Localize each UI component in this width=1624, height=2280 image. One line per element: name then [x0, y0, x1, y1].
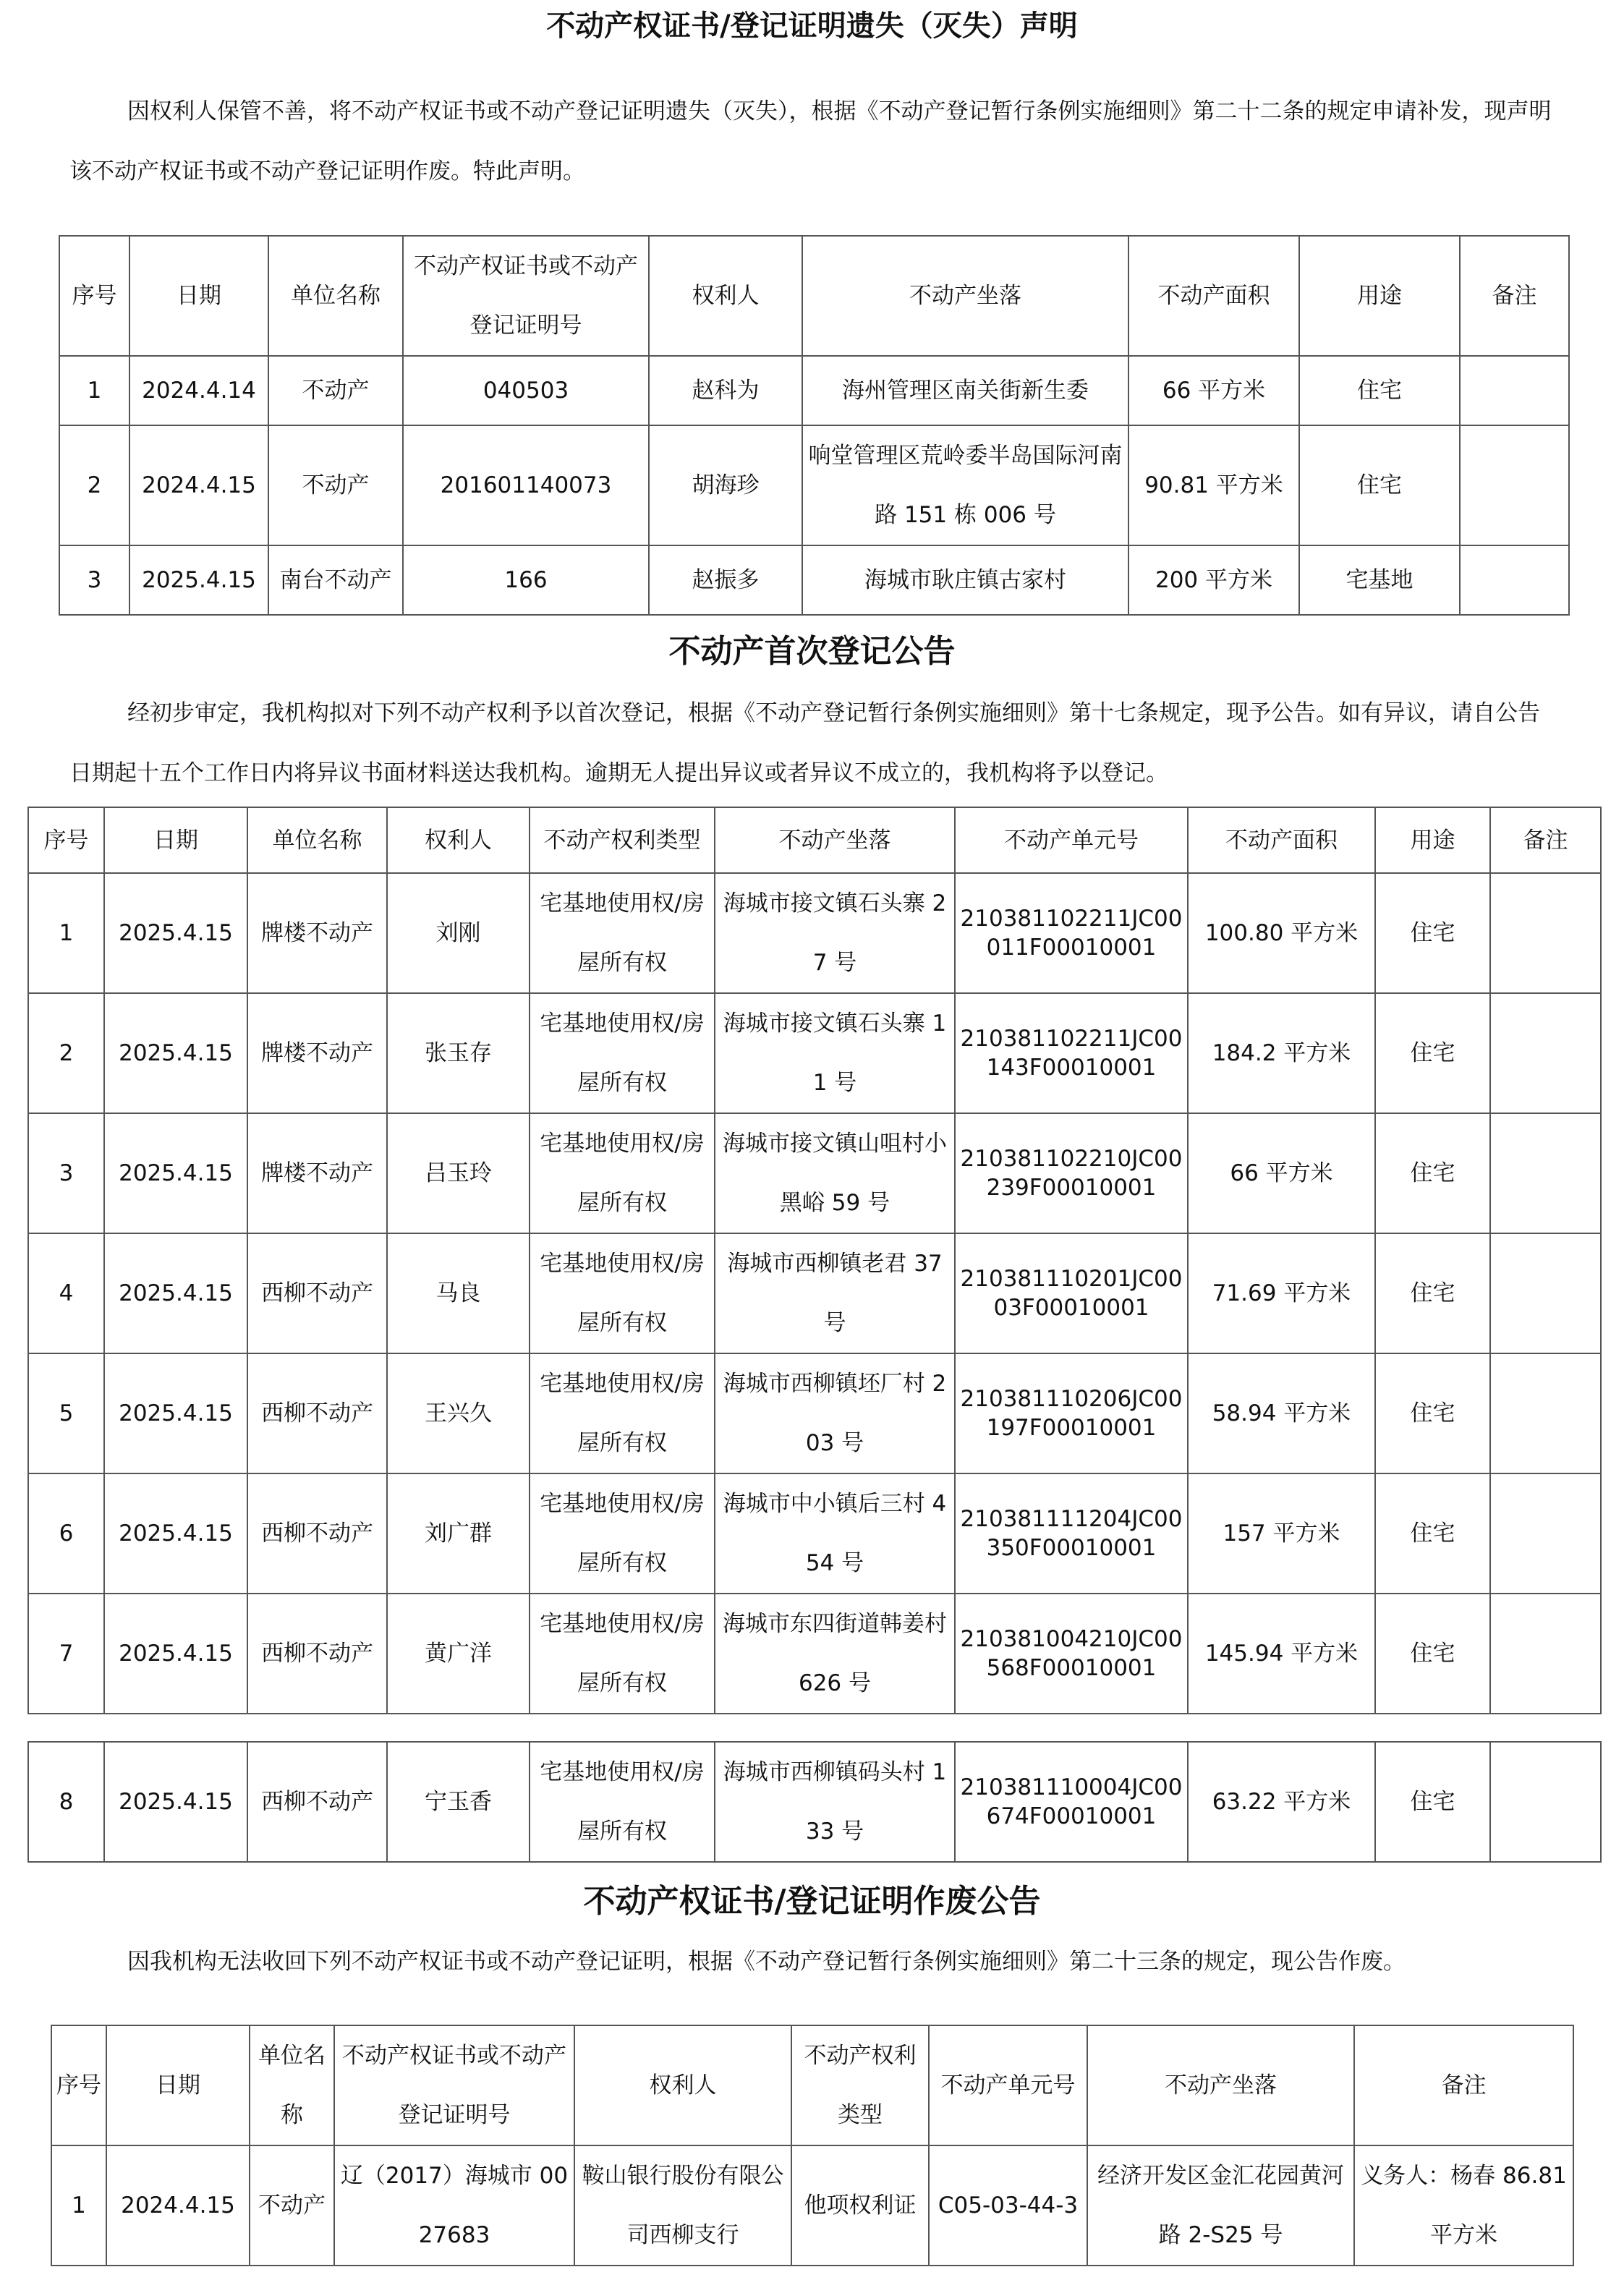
first-registration-paragraph: 经初步审定，我机构拟对下列不动产权利予以首次登记，根据《不动产登记暂行条例实施细则》第十七条规定，现予公告。如有异议，请自公告日期起十五个工作日内将异议书面材料送达我机构。逾期无人提出异议或者异议不成立的，我机构将予以登记。: [69, 700, 1540, 786]
cell-index: 2: [28, 993, 104, 1113]
cell-remark: [1460, 545, 1569, 615]
cell-location: 经济开发区金汇花园黄河路 2-S25 号: [1087, 2145, 1354, 2266]
header-cell: 权利人: [574, 2025, 791, 2145]
cell-index: 2: [59, 425, 129, 545]
cell-unit-number: 210381110004JC00674F00010001: [955, 1742, 1188, 1862]
cell-remark: [1460, 425, 1569, 545]
cell-usage: 住宅: [1299, 425, 1460, 545]
header-cell: 不动产面积: [1128, 236, 1299, 356]
header-cell: 不动产权利类型: [791, 2025, 929, 2145]
cell-location: 响堂管理区荒岭委半岛国际河南路 151 栋 006 号: [802, 425, 1128, 545]
cell-right-type: 宅基地使用权/房屋所有权: [530, 1353, 715, 1473]
cell-index: 3: [59, 545, 129, 615]
cell-location: 海城市耿庄镇古家村: [802, 545, 1128, 615]
cell-usage: 住宅: [1375, 1233, 1490, 1353]
lost-notice-title: 不动产权证书/登记证明遗失（灭失）声明: [546, 9, 1078, 43]
cell-unit-number: 210381102210JC00239F00010001: [955, 1113, 1188, 1233]
table-row: [51, 2145, 1573, 2266]
cell-index: 3: [28, 1113, 104, 1233]
cell-unit: 不动产: [250, 2145, 334, 2266]
cell-index: 5: [28, 1353, 104, 1473]
header-cell: 单位名称: [250, 2025, 334, 2145]
table-header-row: [28, 807, 1601, 873]
cell-usage: 住宅: [1375, 1594, 1490, 1714]
cell-unit-number: 210381102211JC00011F00010001: [955, 873, 1188, 993]
header-cell: 不动产坐落: [1087, 2025, 1354, 2145]
cell-index: 1: [51, 2145, 106, 2266]
cell-owner: 吕玉玲: [387, 1113, 530, 1233]
table-row: [28, 1113, 1601, 1233]
cell-remark: [1490, 873, 1601, 993]
cell-location: 海城市西柳镇码头村 133 号: [715, 1742, 955, 1862]
cell-location: 海州管理区南关街新生委: [802, 356, 1128, 425]
lost-notice-table: [59, 235, 1570, 616]
cell-remark: [1490, 993, 1601, 1113]
cell-unit: 南台不动产: [268, 545, 403, 615]
cell-area: 63.22 平方米: [1188, 1742, 1375, 1862]
cell-unit: 不动产: [268, 425, 403, 545]
cell-date: 2024.4.15: [106, 2145, 250, 2266]
header-cell: 单位名称: [247, 807, 387, 873]
cell-location: 海城市接文镇石头寨 27 号: [715, 873, 955, 993]
header-cell: 序号: [59, 236, 129, 356]
cell-remark: [1490, 1742, 1601, 1862]
header-cell: 用途: [1299, 236, 1460, 356]
cell-remark: [1490, 1473, 1601, 1594]
cell-right-type: 宅基地使用权/房屋所有权: [530, 1233, 715, 1353]
cell-date: 2024.4.14: [129, 356, 268, 425]
cell-area: 66 平方米: [1128, 356, 1299, 425]
table-row: [28, 1353, 1601, 1473]
cell-area: 200 平方米: [1128, 545, 1299, 615]
cell-date: 2025.4.15: [104, 993, 247, 1113]
cell-index: 1: [28, 873, 104, 993]
table-row: [28, 1233, 1601, 1353]
cell-date: 2025.4.15: [104, 1113, 247, 1233]
cell-unit: 牌楼不动产: [247, 993, 387, 1113]
cell-owner: 马良: [387, 1233, 530, 1353]
header-cell: 不动产权证书或不动产登记证明号: [403, 236, 649, 356]
cell-cert-number: 201601140073: [403, 425, 649, 545]
void-notice-table: [51, 2025, 1574, 2266]
header-cell: 不动产单元号: [955, 807, 1188, 873]
cell-index: 4: [28, 1233, 104, 1353]
cell-area: 100.80 平方米: [1188, 873, 1375, 993]
cell-remark: [1490, 1233, 1601, 1353]
cell-owner: 黄广洋: [387, 1594, 530, 1714]
cell-owner: 宁玉香: [387, 1742, 530, 1862]
cell-date: 2025.4.15: [104, 1473, 247, 1594]
table-row: [28, 1473, 1601, 1594]
cell-usage: 住宅: [1375, 873, 1490, 993]
header-cell: 不动产面积: [1188, 807, 1375, 873]
cell-usage: 宅基地: [1299, 545, 1460, 615]
header-cell: 序号: [51, 2025, 106, 2145]
table-row: [28, 873, 1601, 993]
cell-usage: 住宅: [1299, 356, 1460, 425]
cell-unit-number: C05-03-44-3: [929, 2145, 1087, 2266]
cell-owner: 刘广群: [387, 1473, 530, 1594]
cell-owner: 王兴久: [387, 1353, 530, 1473]
table-row: [28, 993, 1601, 1113]
cell-unit: 西柳不动产: [247, 1742, 387, 1862]
cell-date: 2025.4.15: [129, 545, 268, 615]
header-cell: 日期: [106, 2025, 250, 2145]
cell-location: 海城市西柳镇老君 37 号: [715, 1233, 955, 1353]
void-notice-title: 不动产权证书/登记证明作废公告: [583, 1883, 1041, 1920]
cell-right-type: 宅基地使用权/房屋所有权: [530, 1473, 715, 1594]
cell-location: 海城市东四街道韩姜村 626 号: [715, 1594, 955, 1714]
first-registration-table: [27, 807, 1602, 1714]
header-cell: 不动产坐落: [715, 807, 955, 873]
cell-cert-number: 166: [403, 545, 649, 615]
cell-unit: 牌楼不动产: [247, 873, 387, 993]
cell-area: 71.69 平方米: [1188, 1233, 1375, 1353]
cell-location: 海城市接文镇山咀村小黑峪 59 号: [715, 1113, 955, 1233]
cell-right-type: 宅基地使用权/房屋所有权: [530, 993, 715, 1113]
cell-owner: 赵科为: [649, 356, 802, 425]
cell-unit: 牌楼不动产: [247, 1113, 387, 1233]
cell-location: 海城市接文镇石头寨 11 号: [715, 993, 955, 1113]
cell-unit-number: 210381004210JC00568F00010001: [955, 1594, 1188, 1714]
cell-area: 145.94 平方米: [1188, 1594, 1375, 1714]
cell-unit: 西柳不动产: [247, 1594, 387, 1714]
cell-owner: 张玉存: [387, 993, 530, 1113]
table-row: [59, 425, 1569, 545]
cell-usage: 住宅: [1375, 1473, 1490, 1594]
first-registration-continuation-table: [27, 1741, 1602, 1863]
cell-location: 海城市中小镇后三村 454 号: [715, 1473, 955, 1594]
table-header-row: [51, 2025, 1573, 2145]
header-cell: 日期: [129, 236, 268, 356]
table-row: [28, 1742, 1601, 1862]
cell-owner: 胡海珍: [649, 425, 802, 545]
header-cell: 单位名称: [268, 236, 403, 356]
cell-unit: 不动产: [268, 356, 403, 425]
header-cell: 用途: [1375, 807, 1490, 873]
cell-area: 184.2 平方米: [1188, 993, 1375, 1113]
cell-date: 2025.4.15: [104, 1742, 247, 1862]
header-cell: 不动产坐落: [802, 236, 1128, 356]
cell-usage: 住宅: [1375, 993, 1490, 1113]
header-cell: 权利人: [387, 807, 530, 873]
cell-unit: 西柳不动产: [247, 1233, 387, 1353]
cell-date: 2025.4.15: [104, 1594, 247, 1714]
cell-location: 海城市西柳镇坯厂村 203 号: [715, 1353, 955, 1473]
cell-remark: 义务人：杨春 86.81 平方米: [1354, 2145, 1573, 2266]
cell-remark: [1490, 1353, 1601, 1473]
cell-owner: 刘刚: [387, 873, 530, 993]
first-registration-title: 不动产首次登记公告: [668, 633, 956, 670]
cell-area: 58.94 平方米: [1188, 1353, 1375, 1473]
cell-index: 8: [28, 1742, 104, 1862]
header-cell: 备注: [1354, 2025, 1573, 2145]
cell-usage: 住宅: [1375, 1742, 1490, 1862]
header-cell: 不动产权利类型: [530, 807, 715, 873]
cell-date: 2024.4.15: [129, 425, 268, 545]
header-cell: 不动产权证书或不动产登记证明号: [334, 2025, 574, 2145]
cell-index: 7: [28, 1594, 104, 1714]
header-cell: 备注: [1460, 236, 1569, 356]
table-header-row: [59, 236, 1569, 356]
cell-right-type: 宅基地使用权/房屋所有权: [530, 1742, 715, 1862]
table-row: [59, 545, 1569, 615]
table-row: [28, 1594, 1601, 1714]
cell-usage: 住宅: [1375, 1353, 1490, 1473]
void-notice-paragraph: 因我机构无法收回下列不动产权证书或不动产登记证明，根据《不动产登记暂行条例实施细则》第二十三条的规定，现公告作废。: [127, 1949, 1406, 1975]
cell-date: 2025.4.15: [104, 1233, 247, 1353]
cell-right-type: 宅基地使用权/房屋所有权: [530, 1594, 715, 1714]
cell-right-type: 宅基地使用权/房屋所有权: [530, 873, 715, 993]
cell-index: 1: [59, 356, 129, 425]
cell-owner: 赵振多: [649, 545, 802, 615]
cell-right-type: 宅基地使用权/房屋所有权: [530, 1113, 715, 1233]
cell-unit: 西柳不动产: [247, 1353, 387, 1473]
lost-notice-paragraph: 因权利人保管不善，将不动产权证书或不动产登记证明遗失（灭失），根据《不动产登记暂行条例实施细则》第二十二条的规定申请补发，现声明该不动产权证书或不动产登记证明作废。特此声明。: [69, 98, 1552, 184]
cell-unit: 西柳不动产: [247, 1473, 387, 1594]
header-cell: 序号: [28, 807, 104, 873]
cell-right-type: 他项权利证: [791, 2145, 929, 2266]
header-cell: 日期: [104, 807, 247, 873]
cell-unit-number: 210381110201JC0003F00010001: [955, 1233, 1188, 1353]
table-row: [59, 356, 1569, 425]
cell-area: 157 平方米: [1188, 1473, 1375, 1594]
cell-index: 6: [28, 1473, 104, 1594]
cell-remark: [1460, 356, 1569, 425]
cell-cert-number: 辽（2017）海城市 0027683: [334, 2145, 574, 2266]
header-cell: 权利人: [649, 236, 802, 356]
cell-area: 90.81 平方米: [1128, 425, 1299, 545]
cell-unit-number: 210381111204JC00350F00010001: [955, 1473, 1188, 1594]
cell-date: 2025.4.15: [104, 1353, 247, 1473]
cell-unit-number: 210381102211JC00143F00010001: [955, 993, 1188, 1113]
cell-unit-number: 210381110206JC00197F00010001: [955, 1353, 1188, 1473]
cell-owner: 鞍山银行股份有限公司西柳支行: [574, 2145, 791, 2266]
cell-date: 2025.4.15: [104, 873, 247, 993]
header-cell: 不动产单元号: [929, 2025, 1087, 2145]
cell-remark: [1490, 1594, 1601, 1714]
cell-area: 66 平方米: [1188, 1113, 1375, 1233]
cell-cert-number: 040503: [403, 356, 649, 425]
header-cell: 备注: [1490, 807, 1601, 873]
cell-usage: 住宅: [1375, 1113, 1490, 1233]
cell-remark: [1490, 1113, 1601, 1233]
